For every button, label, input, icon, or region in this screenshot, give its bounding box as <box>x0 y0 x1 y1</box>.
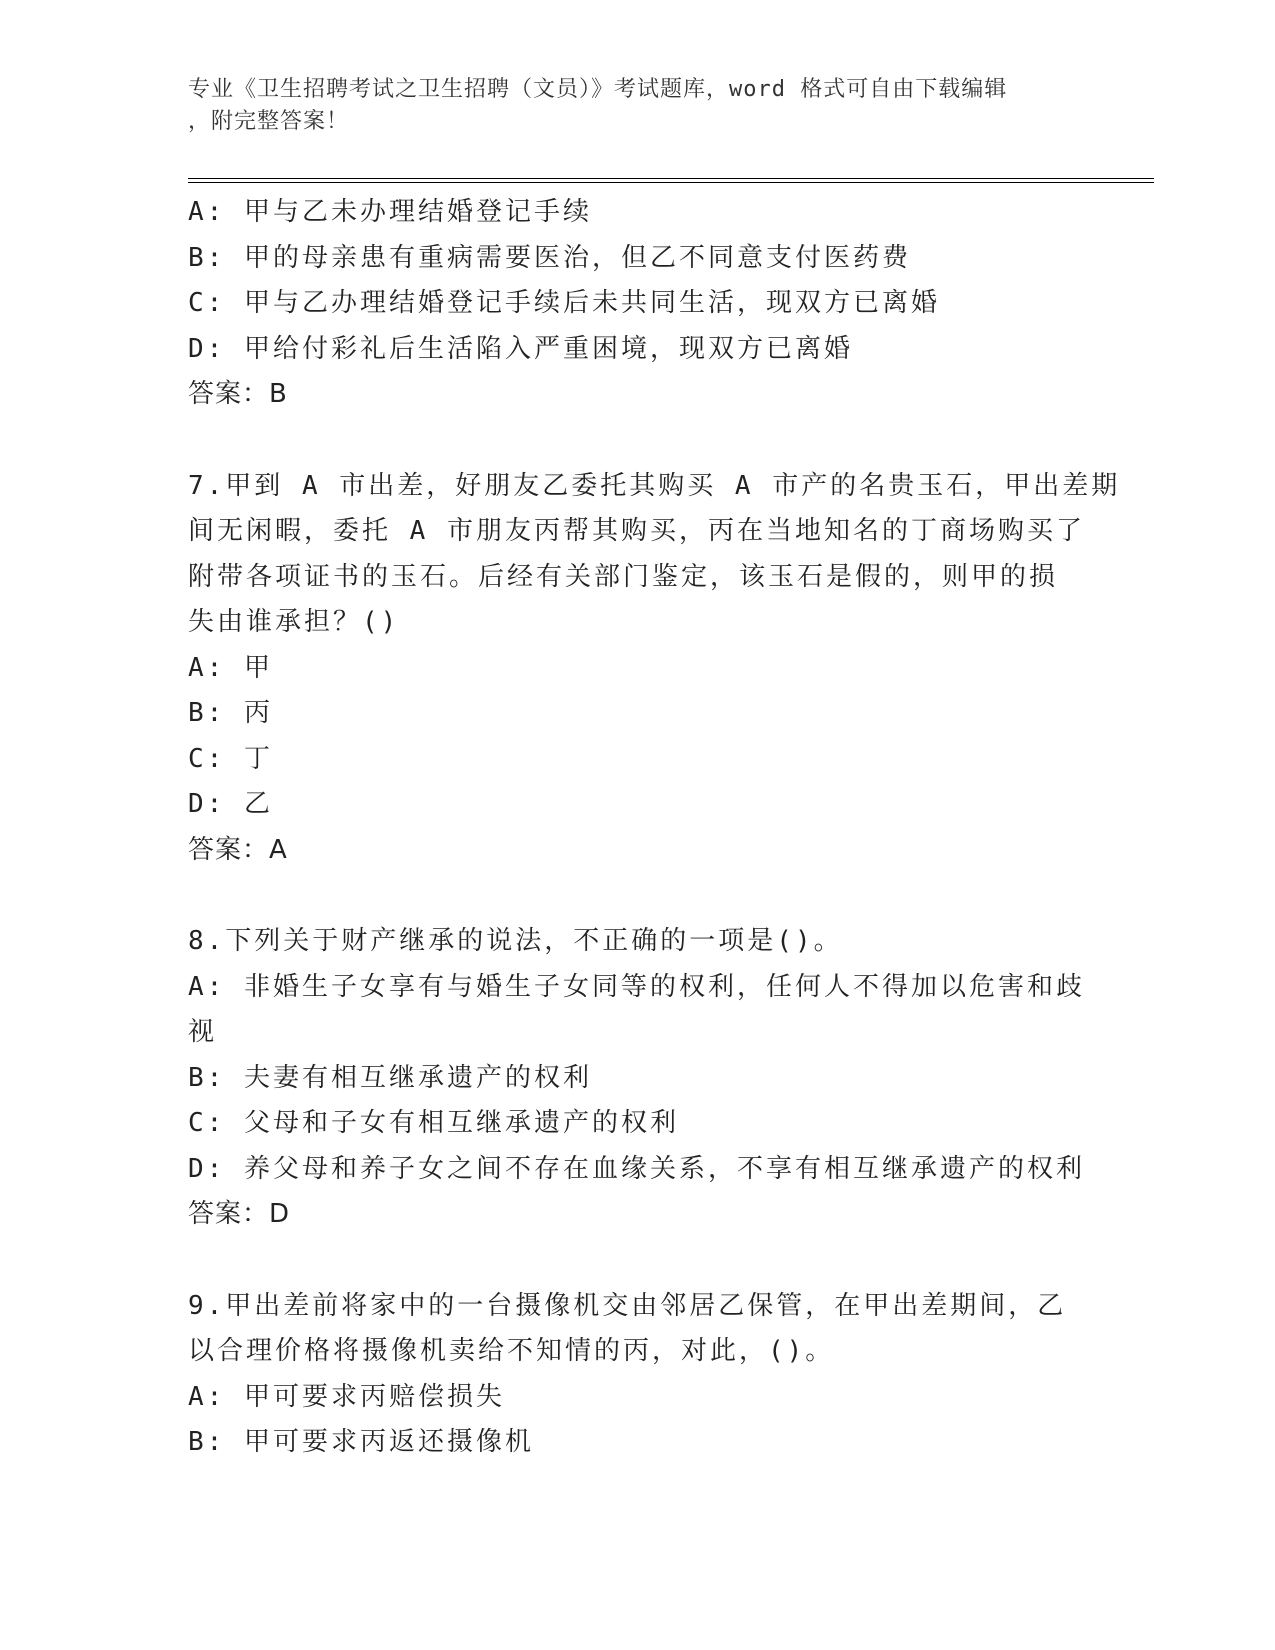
q8-option-c: C: 父母和子女有相互继承遗产的权利 <box>188 1108 679 1138</box>
q9-stem-line-2: 以合理价格将摄像机卖给不知情的丙，对此，()。 <box>188 1336 835 1366</box>
q8-option-b: B: 夫妻有相互继承遗产的权利 <box>188 1062 592 1093</box>
q9-stem-line-1: 9.甲出差前将家中的一台摄像机交由邻居乙保管，在甲出差期间，乙 <box>188 1290 1067 1321</box>
q7-stem-line-4: 失由谁承担？() <box>188 607 400 637</box>
q8-answer: 答案：D <box>188 1199 291 1229</box>
question-9 <box>188 1284 1088 1466</box>
q7-stem-line-2: 间无闲暇，委托 A 市朋友丙帮其购买，丙在当地知名的丁商场购买了 <box>188 516 1085 546</box>
question-7 <box>188 464 1121 874</box>
q8-option-a-line-1: A: 非婚生子女享有与婚生子女同等的权利，任何人不得加以危害和歧 <box>188 971 1085 1002</box>
q7-answer: 答案：A <box>188 834 288 865</box>
document-body <box>188 190 1121 1466</box>
q7-option-c: C: 丁 <box>188 743 273 774</box>
q9-option-b: B: 甲可要求丙返还摄像机 <box>188 1427 534 1457</box>
q7-stem-line-3: 附带各项证书的玉石。后经有关部门鉴定，该玉石是假的，则甲的损 <box>188 561 1059 592</box>
question-8 <box>188 919 1088 1238</box>
q6-option-b: B: 甲的母亲患有重病需要医治，但乙不同意支付医药费 <box>188 242 911 273</box>
q7-option-b: B: 丙 <box>188 698 273 728</box>
q6-option-c: C: 甲与乙办理结婚登记手续后未共同生活，现双方已离婚 <box>188 288 940 318</box>
header-line-2: ，附完整答案！ <box>188 109 350 134</box>
header-divider-bottom <box>188 182 1154 183</box>
q9-option-a: A: 甲可要求丙赔偿损失 <box>188 1381 505 1412</box>
q8-stem: 8.下列关于财产继承的说法，不正确的一项是()。 <box>188 926 843 956</box>
q6-option-a: A: 甲与乙未办理结婚登记手续 <box>188 197 592 227</box>
spacer <box>188 873 1088 919</box>
spacer <box>188 1238 1088 1284</box>
header-line-1: 专业《卫生招聘考试之卫生招聘（文员）》考试题库，word 格式可自由下载编辑 <box>188 77 1008 102</box>
q7-option-a: A: 甲 <box>188 652 273 683</box>
q8-option-a-line-2: 视 <box>188 1017 218 1047</box>
q8-option-d: D: 养父母和养子女之间不存在血缘关系，不享有相互继承遗产的权利 <box>188 1153 1085 1184</box>
q7-option-d: D: 乙 <box>188 789 273 819</box>
q7-stem-line-1: 7.甲到 A 市出差，好朋友乙委托其购买 A 市产的名贵玉石，甲出差期 <box>188 470 1121 501</box>
q6-option-d: D: 甲给付彩礼后生活陷入严重困境，现双方已离婚 <box>188 333 853 364</box>
question-6 <box>188 190 1088 418</box>
header-divider-top <box>188 178 1154 179</box>
document-header <box>188 74 1088 138</box>
q6-answer: 答案：B <box>188 379 288 409</box>
spacer <box>188 418 1088 464</box>
